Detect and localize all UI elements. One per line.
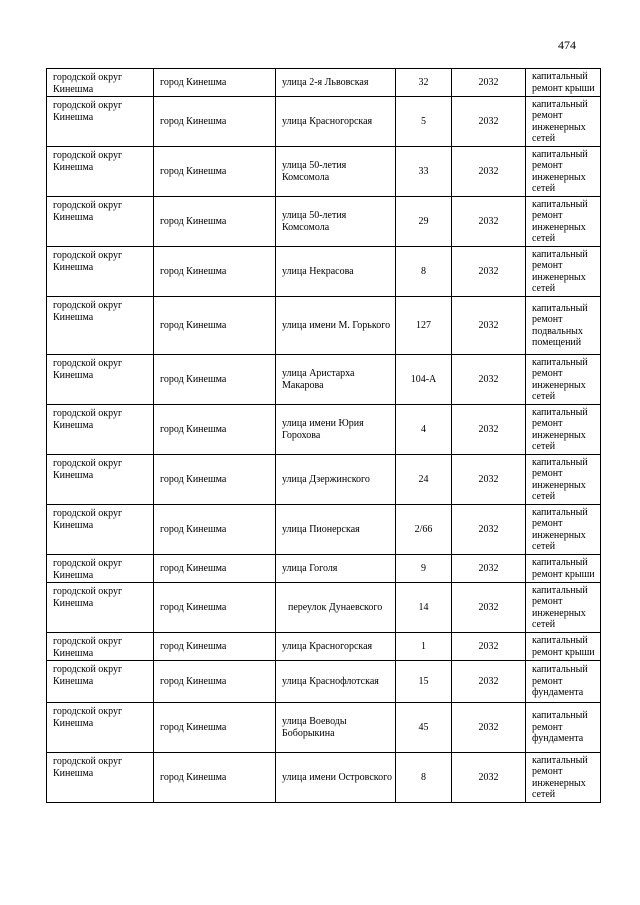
table-row [47, 405, 601, 455]
table-row [47, 297, 601, 355]
district-cell: городской округ Кинешма [47, 555, 154, 583]
work-type-cell: капитальный ремонт инженерных сетей [526, 97, 601, 147]
table-row [47, 661, 601, 703]
house-number-cell: 2/66 [396, 505, 452, 555]
house-number-cell: 9 [396, 555, 452, 583]
table-row [47, 555, 601, 583]
table-row [47, 69, 601, 97]
district-cell: городской округ Кинешма [47, 69, 154, 97]
street-cell: улица Дзержинского [276, 455, 396, 505]
district-cell: городской округ Кинешма [47, 297, 154, 355]
street-cell: улица имени Островского [276, 753, 396, 803]
work-type-cell: капитальный ремонт инженерных сетей [526, 197, 601, 247]
table-row [47, 633, 601, 661]
planned-year-cell: 2032 [452, 405, 526, 455]
city-cell: город Кинешма [154, 753, 276, 803]
city-cell: город Кинешма [154, 355, 276, 405]
work-type-cell: капитальный ремонт фундамента [526, 661, 601, 703]
house-number-cell: 32 [396, 69, 452, 97]
table-row [47, 703, 601, 753]
city-cell: город Кинешма [154, 505, 276, 555]
house-number-cell: 45 [396, 703, 452, 753]
planned-year-cell: 2032 [452, 355, 526, 405]
table-row [47, 583, 601, 633]
district-cell: городской округ Кинешма [47, 97, 154, 147]
work-type-cell: капитальный ремонт инженерных сетей [526, 355, 601, 405]
table-row [47, 505, 601, 555]
district-cell: городской округ Кинешма [47, 703, 154, 753]
work-type-cell: капитальный ремонт инженерных сетей [526, 753, 601, 803]
table-row [47, 247, 601, 297]
street-cell: улица Воеводы Боборыкина [276, 703, 396, 753]
street-cell: улица имени М. Горького [276, 297, 396, 355]
city-cell: город Кинешма [154, 405, 276, 455]
district-cell: городской округ Кинешма [47, 405, 154, 455]
work-type-cell: капитальный ремонт инженерных сетей [526, 247, 601, 297]
city-cell: город Кинешма [154, 703, 276, 753]
street-cell: улица Гоголя [276, 555, 396, 583]
city-cell: город Кинешма [154, 583, 276, 633]
district-cell: городской округ Кинешма [47, 661, 154, 703]
house-number-cell: 4 [396, 405, 452, 455]
district-cell: городской округ Кинешма [47, 753, 154, 803]
district-cell: городской округ Кинешма [47, 633, 154, 661]
planned-year-cell: 2032 [452, 297, 526, 355]
district-cell: городской округ Кинешма [47, 247, 154, 297]
table-row [47, 455, 601, 505]
planned-year-cell: 2032 [452, 455, 526, 505]
repair-schedule-table [46, 68, 601, 803]
house-number-cell: 8 [396, 247, 452, 297]
district-cell: городской округ Кинешма [47, 355, 154, 405]
planned-year-cell: 2032 [452, 147, 526, 197]
house-number-cell: 8 [396, 753, 452, 803]
street-cell: улица 50-летия Комсомола [276, 147, 396, 197]
street-cell: переулок Дунаевского [276, 583, 396, 633]
planned-year-cell: 2032 [452, 753, 526, 803]
city-cell: город Кинешма [154, 661, 276, 703]
work-type-cell: капитальный ремонт инженерных сетей [526, 583, 601, 633]
district-cell: городской округ Кинешма [47, 147, 154, 197]
city-cell: город Кинешма [154, 297, 276, 355]
city-cell: город Кинешма [154, 197, 276, 247]
work-type-cell: капитальный ремонт фундамента [526, 703, 601, 753]
house-number-cell: 33 [396, 147, 452, 197]
city-cell: город Кинешма [154, 555, 276, 583]
work-type-cell: капитальный ремонт инженерных сетей [526, 505, 601, 555]
district-cell: городской округ Кинешма [47, 197, 154, 247]
table-row [47, 97, 601, 147]
house-number-cell: 15 [396, 661, 452, 703]
planned-year-cell: 2032 [452, 69, 526, 97]
district-cell: городской округ Кинешма [47, 505, 154, 555]
city-cell: город Кинешма [154, 633, 276, 661]
house-number-cell: 29 [396, 197, 452, 247]
house-number-cell: 1 [396, 633, 452, 661]
planned-year-cell: 2032 [452, 583, 526, 633]
street-cell: улица 50-летия Комсомола [276, 197, 396, 247]
house-number-cell: 104-А [396, 355, 452, 405]
table-row [47, 753, 601, 803]
work-type-cell: капитальный ремонт инженерных сетей [526, 147, 601, 197]
work-type-cell: капитальный ремонт крыши [526, 69, 601, 97]
street-cell: улица Некрасова [276, 247, 396, 297]
house-number-cell: 14 [396, 583, 452, 633]
planned-year-cell: 2032 [452, 247, 526, 297]
city-cell: город Кинешма [154, 147, 276, 197]
planned-year-cell: 2032 [452, 661, 526, 703]
street-cell: улица Красногорская [276, 97, 396, 147]
street-cell: улица Аристарха Макарова [276, 355, 396, 405]
work-type-cell: капитальный ремонт крыши [526, 633, 601, 661]
city-cell: город Кинешма [154, 69, 276, 97]
street-cell: улица 2-я Львовская [276, 69, 396, 97]
work-type-cell: капитальный ремонт инженерных сетей [526, 405, 601, 455]
street-cell: улица имени Юрия Горохова [276, 405, 396, 455]
table-row [47, 147, 601, 197]
house-number-cell: 24 [396, 455, 452, 505]
work-type-cell: капитальный ремонт подвальных помещений [526, 297, 601, 355]
planned-year-cell: 2032 [452, 633, 526, 661]
street-cell: улица Красногорская [276, 633, 396, 661]
page-number: 474 [558, 38, 576, 52]
work-type-cell: капитальный ремонт крыши [526, 555, 601, 583]
planned-year-cell: 2032 [452, 703, 526, 753]
district-cell: городской округ Кинешма [47, 583, 154, 633]
district-cell: городской округ Кинешма [47, 455, 154, 505]
city-cell: город Кинешма [154, 455, 276, 505]
table-row [47, 355, 601, 405]
planned-year-cell: 2032 [452, 505, 526, 555]
city-cell: город Кинешма [154, 97, 276, 147]
table-row [47, 197, 601, 247]
street-cell: улица Пионерская [276, 505, 396, 555]
work-type-cell: капитальный ремонт инженерных сетей [526, 455, 601, 505]
planned-year-cell: 2032 [452, 555, 526, 583]
planned-year-cell: 2032 [452, 97, 526, 147]
house-number-cell: 5 [396, 97, 452, 147]
city-cell: город Кинешма [154, 247, 276, 297]
street-cell: улица Краснофлотская [276, 661, 396, 703]
planned-year-cell: 2032 [452, 197, 526, 247]
house-number-cell: 127 [396, 297, 452, 355]
